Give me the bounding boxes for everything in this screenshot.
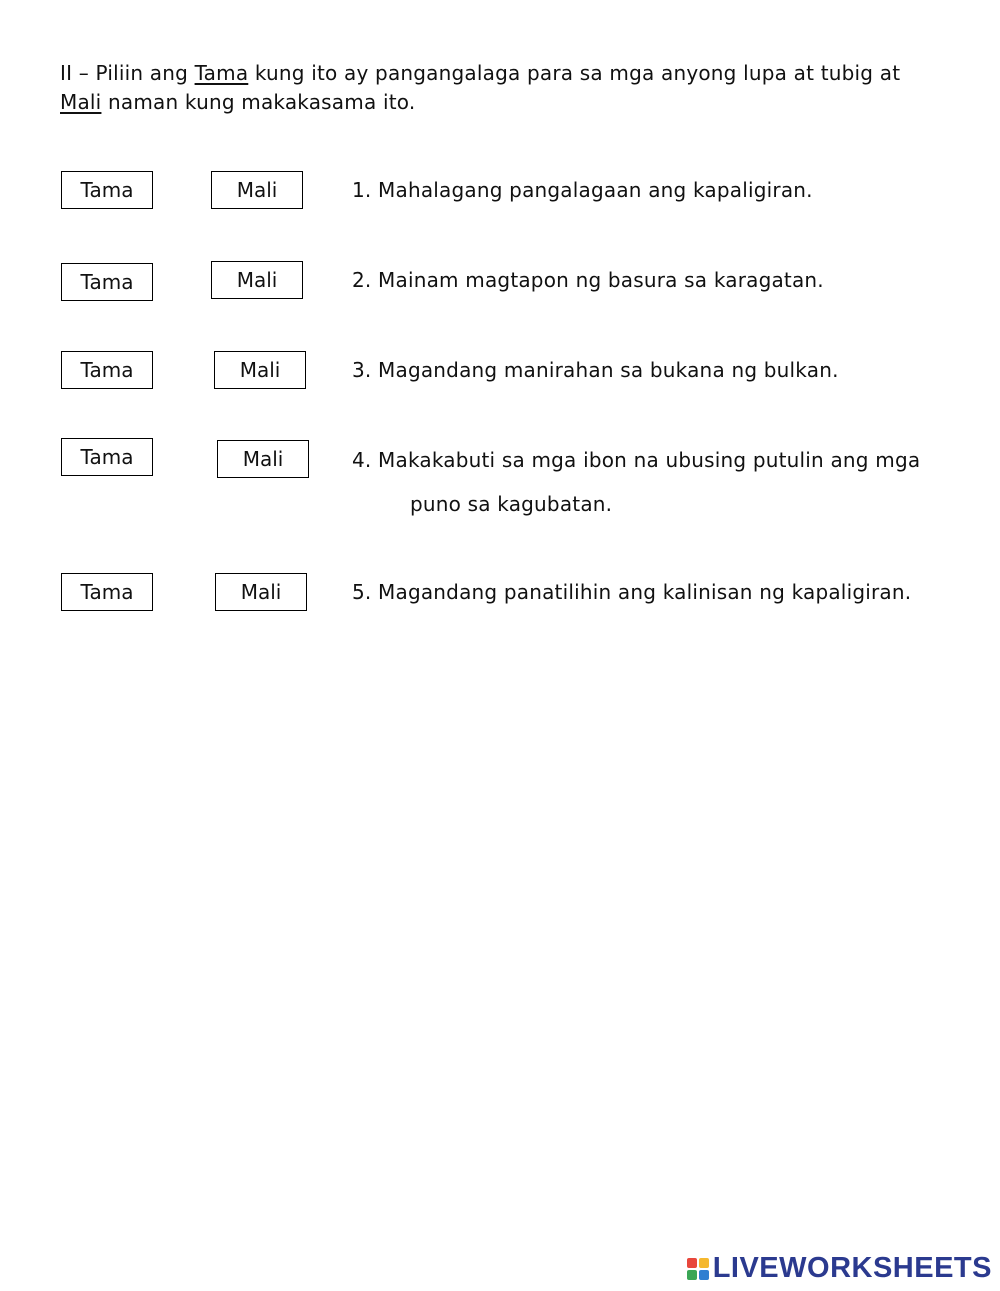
question-4-text-continued: puno sa kagubatan. <box>410 492 613 516</box>
instructions-middle: kung ito ay pangangalaga para sa mga anyong lupa at tubig at <box>248 61 901 85</box>
q4-tama-option[interactable]: Tama <box>61 438 153 476</box>
logo-block <box>687 1258 697 1268</box>
instructions-mali-word: Mali <box>60 90 102 114</box>
question-4-text: 4. Makakabuti sa mga ibon na ubusing putulin ang mga <box>352 448 921 472</box>
q1-tama-option[interactable]: Tama <box>61 171 153 209</box>
q3-tama-option[interactable]: Tama <box>61 351 153 389</box>
q3-mali-option[interactable]: Mali <box>214 351 306 389</box>
question-2-text: 2. Mainam magtapon ng basura sa karagatan. <box>352 268 824 292</box>
q2-tama-option[interactable]: Tama <box>61 263 153 301</box>
logo-block <box>699 1270 709 1280</box>
q5-mali-option[interactable]: Mali <box>215 573 307 611</box>
instructions-suffix: naman kung makakasama ito. <box>101 90 416 114</box>
q4-mali-option[interactable]: Mali <box>217 440 309 478</box>
logo-text: LIVEWORKSHEETS <box>712 1252 992 1284</box>
logo-block <box>687 1270 697 1280</box>
question-5-text: 5. Magandang panatilihin ang kalinisan ng kapaligiran. <box>352 580 912 604</box>
logo-blocks-icon <box>687 1258 709 1280</box>
instructions <box>60 59 940 117</box>
liveworksheets-logo <box>687 1252 992 1285</box>
q2-mali-option[interactable]: Mali <box>211 261 303 299</box>
instructions-prefix: II – Piliin ang <box>60 61 195 85</box>
question-5 <box>352 570 911 614</box>
logo-block <box>699 1258 709 1268</box>
question-4 <box>352 438 920 526</box>
question-2 <box>352 258 824 302</box>
question-3 <box>352 348 839 392</box>
q5-tama-option[interactable]: Tama <box>61 573 153 611</box>
instructions-tama-word: Tama <box>194 61 249 85</box>
q1-mali-option[interactable]: Mali <box>211 171 303 209</box>
question-1 <box>352 168 813 212</box>
question-3-text: 3. Magandang manirahan sa bukana ng bulkan. <box>352 358 839 382</box>
question-1-text: 1. Mahalagang pangalagaan ang kapaligiran. <box>352 178 813 202</box>
